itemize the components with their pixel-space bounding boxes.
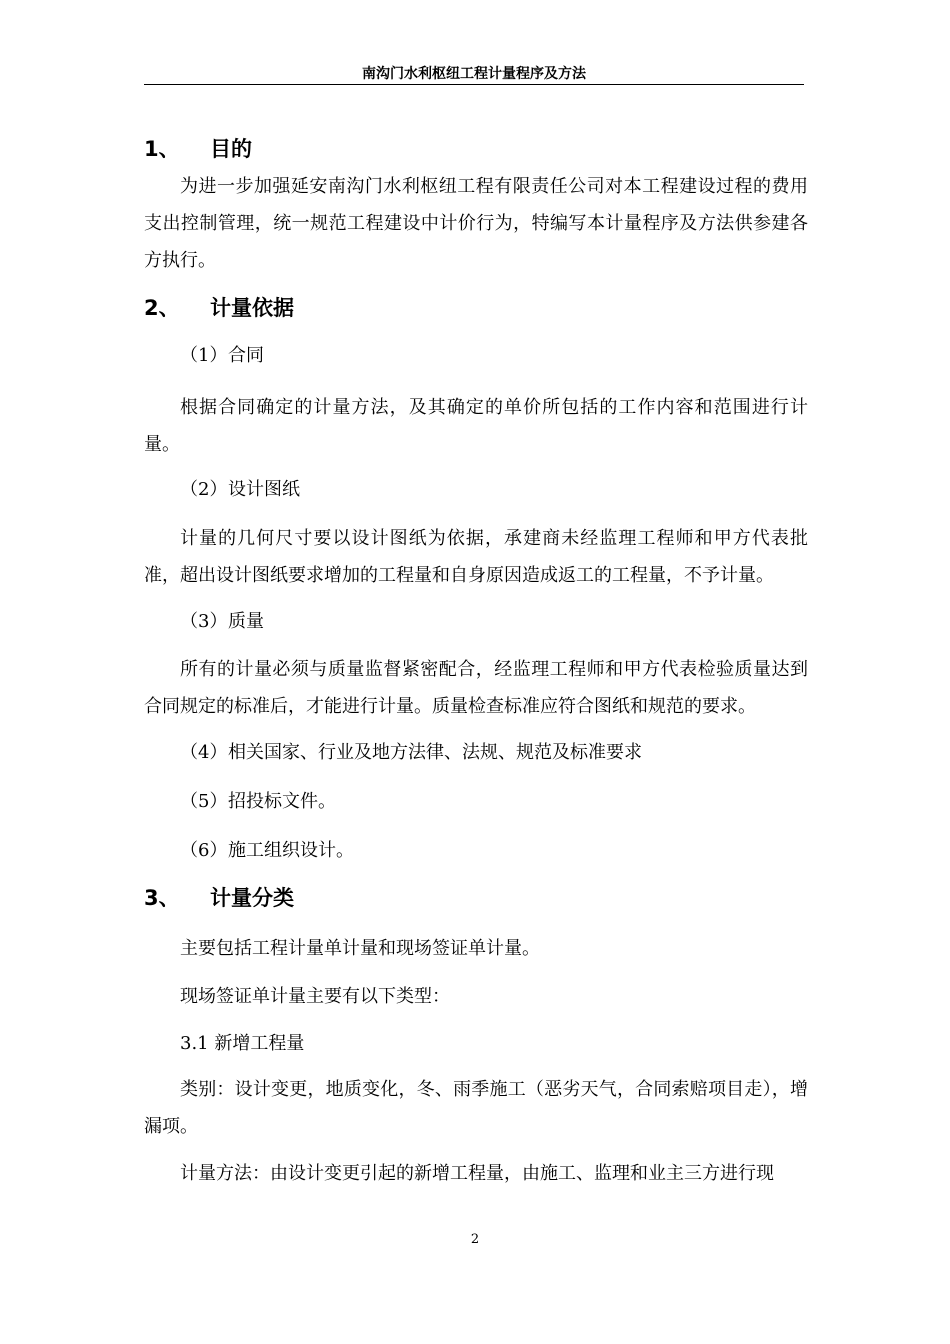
section-heading-1 bbox=[144, 134, 252, 164]
section-number: 1、 bbox=[144, 137, 180, 161]
paragraph-quality: 所有的计量必须与质量监督紧密配合，经监理工程师和甲方代表检验质量达到合同规定的标准后，才能进行计量。质量检查标准应符合图纸和规范的要求。 bbox=[144, 659, 808, 717]
list-item-number: （4） bbox=[180, 742, 228, 763]
list-item-number: （2） bbox=[180, 479, 228, 500]
list-item-label: 质量 bbox=[228, 611, 264, 632]
list-item-label: 相关国家、行业及地方法律、法规、规范及标准要求 bbox=[228, 742, 642, 763]
list-item-6 bbox=[180, 836, 354, 866]
list-item-number: （6） bbox=[180, 840, 228, 861]
list-item-1 bbox=[180, 341, 264, 371]
section-title: 计量分类 bbox=[210, 886, 294, 910]
list-item-5 bbox=[180, 787, 336, 817]
subsection-3-1: 3.1 新增工程量 bbox=[180, 1033, 305, 1054]
paragraph-contract: 根据合同确定的计量方法，及其确定的单价所包括的工作内容和范围进行计量。 bbox=[144, 397, 808, 455]
list-item-4 bbox=[180, 738, 642, 768]
list-item-label: 合同 bbox=[228, 345, 264, 366]
section-number: 2、 bbox=[144, 296, 180, 320]
paragraph-purpose: 为进一步加强延安南沟门水利枢纽工程有限责任公司对本工程建设过程的费用支出控制管理，统一规范工程建设中计价行为，特编写本计量程序及方法供参建各方执行。 bbox=[144, 176, 808, 271]
paragraph-categories: 类别：设计变更，地质变化，冬、雨季施工（恶劣天气，合同索赔项目走），增漏项。 bbox=[144, 1079, 808, 1137]
list-item-label: 招投标文件。 bbox=[228, 791, 336, 812]
list-item-label: 设计图纸 bbox=[228, 479, 300, 500]
paragraph-classification-types: 现场签证单计量主要有以下类型： bbox=[180, 986, 450, 1007]
list-item-label: 施工组织设计。 bbox=[228, 840, 354, 861]
page-number: 2 bbox=[470, 1232, 480, 1247]
section-title: 目的 bbox=[210, 137, 252, 161]
page-header bbox=[144, 64, 804, 85]
paragraph-classification-main: 主要包括工程计量单计量和现场签证单计量。 bbox=[180, 938, 540, 959]
paragraph-drawings: 计量的几何尺寸要以设计图纸为依据，承建商未经监理工程师和甲方代表批准，超出设计图纸要求增加的工程量和自身原因造成返工的工程量，不予计量。 bbox=[144, 528, 808, 586]
header-title: 南沟门水利枢纽工程计量程序及方法 bbox=[362, 66, 586, 82]
list-item-3 bbox=[180, 607, 264, 637]
list-item-2 bbox=[180, 475, 300, 505]
list-item-number: （3） bbox=[180, 611, 228, 632]
section-number: 3、 bbox=[144, 886, 180, 910]
section-title: 计量依据 bbox=[210, 296, 294, 320]
section-heading-2 bbox=[144, 293, 294, 323]
list-item-number: （5） bbox=[180, 791, 228, 812]
section-heading-3 bbox=[144, 883, 294, 913]
paragraph-method: 计量方法：由设计变更引起的新增工程量，由施工、监理和业主三方进行现 bbox=[180, 1163, 774, 1184]
list-item-number: （1） bbox=[180, 345, 228, 366]
